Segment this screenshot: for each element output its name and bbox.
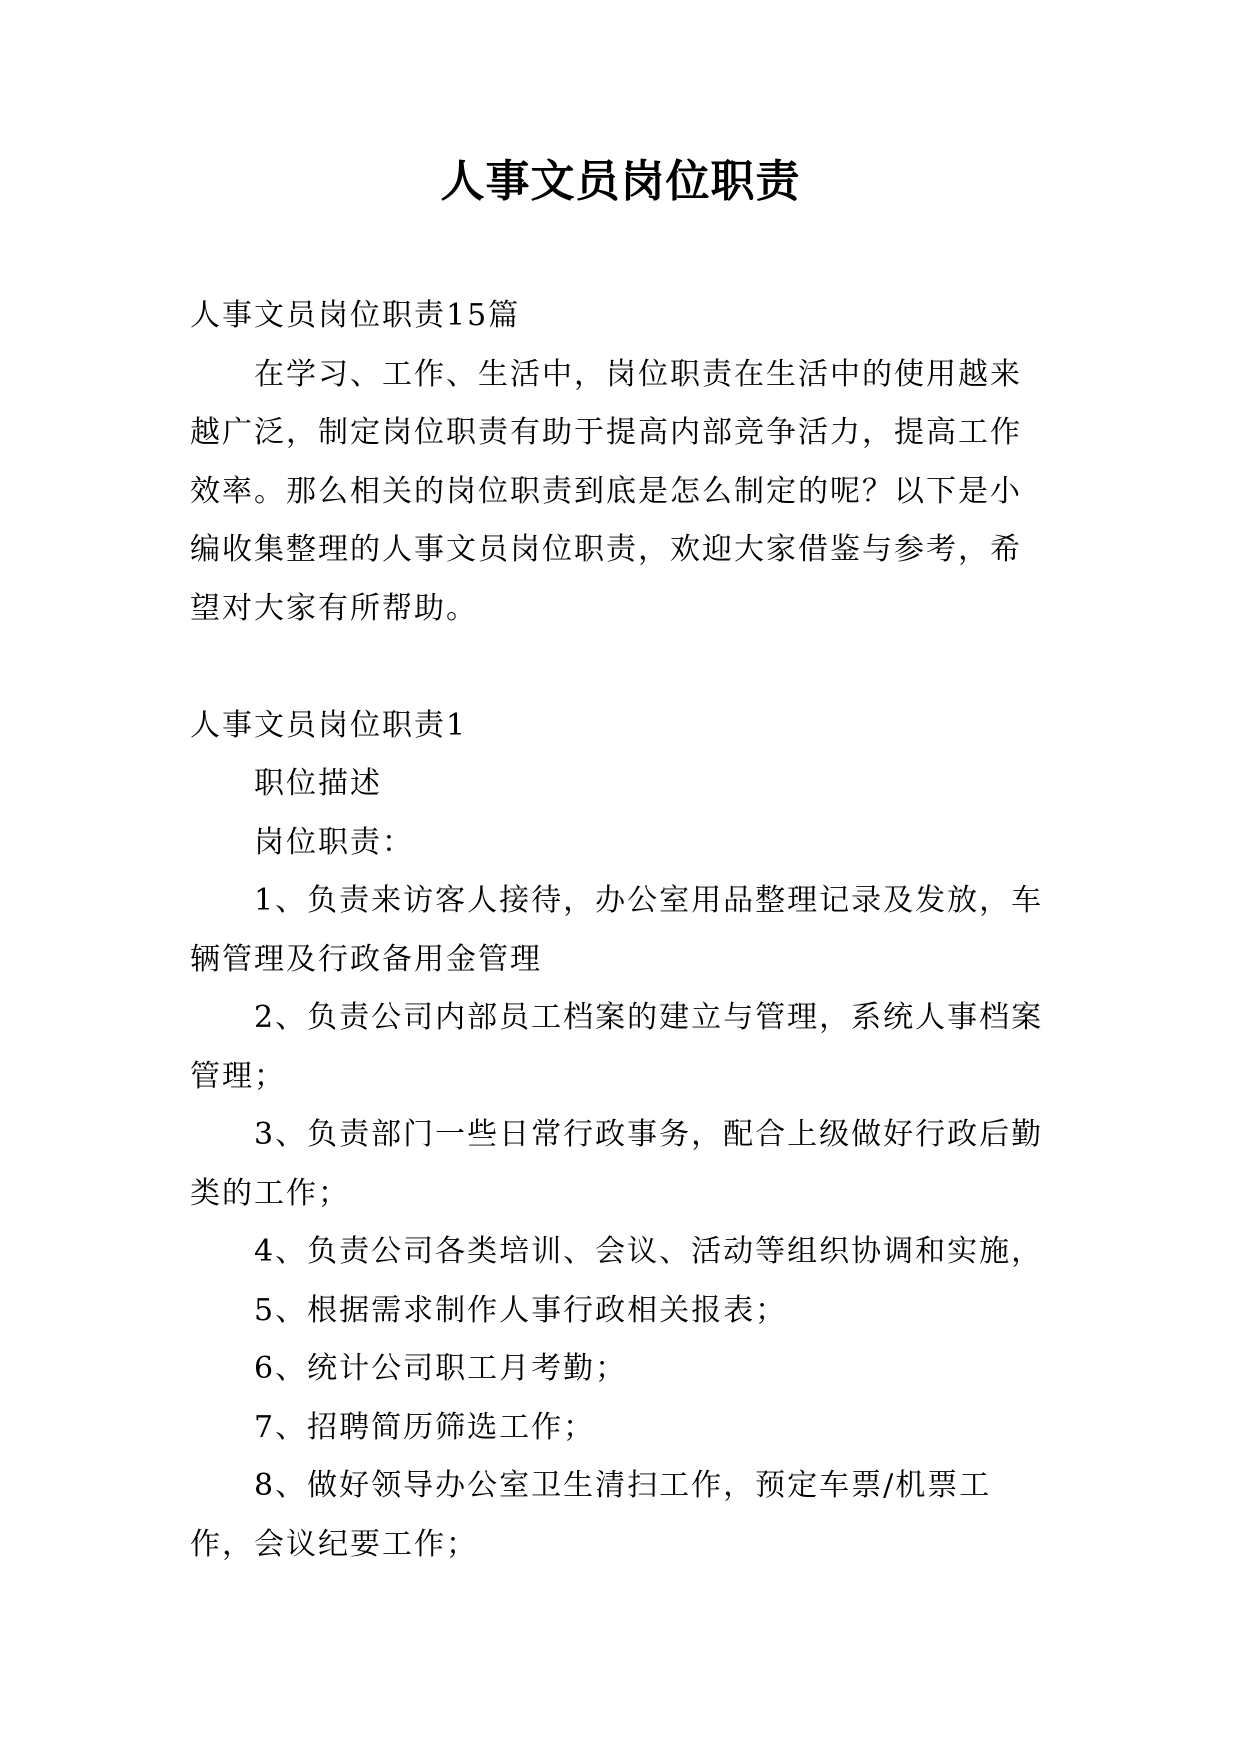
- section-title: 人事文员岗位职责1: [190, 707, 468, 743]
- duty-item: 2、负责公司内部员工档案的建立与管理，系统人事档案管理；: [190, 1000, 1044, 1094]
- document-title: 人事文员岗位职责: [440, 156, 801, 207]
- duty-item: 6、统计公司职工月考勤；: [254, 1351, 628, 1386]
- duty-item: 4、负责公司各类培训、会议、活动等组织协调和实施，: [254, 1234, 1044, 1269]
- intro-paragraph: 在学习、工作、生活中，岗位职责在生活中的使用越来越广泛，制定岗位职责有助于提高内部竞争活力，提高工作效率。那么相关的岗位职责到底是怎么制定的呢？以下是小编收集整理的人事文员岗位职责，欢迎大家借鉴与参考，希望对大家有所帮助。: [190, 356, 1022, 626]
- paragraph-spacer: [190, 638, 1050, 697]
- duty-item: 5、根据需求制作人事行政相关报表；: [254, 1292, 788, 1328]
- duties-label: 岗位职责：: [254, 824, 414, 860]
- duty-item: 8、做好领导办公室卫生清扫工作，预定车票/机票工作，会议纪要工作；: [190, 1468, 992, 1562]
- duty-item: 7、招聘简历筛选工作；: [254, 1409, 596, 1445]
- document-body: [190, 287, 1050, 1574]
- document-heading: 人事文员岗位职责15篇: [190, 298, 521, 333]
- job-description-label: 职位描述: [254, 766, 382, 801]
- duty-item: 1、负责来访客人接待，办公室用品整理记录及发放，车辆管理及行政备用金管理: [190, 883, 1044, 977]
- duty-item: 3、负责部门一些日常行政事务，配合上级做好行政后勤类的工作；: [190, 1117, 1044, 1211]
